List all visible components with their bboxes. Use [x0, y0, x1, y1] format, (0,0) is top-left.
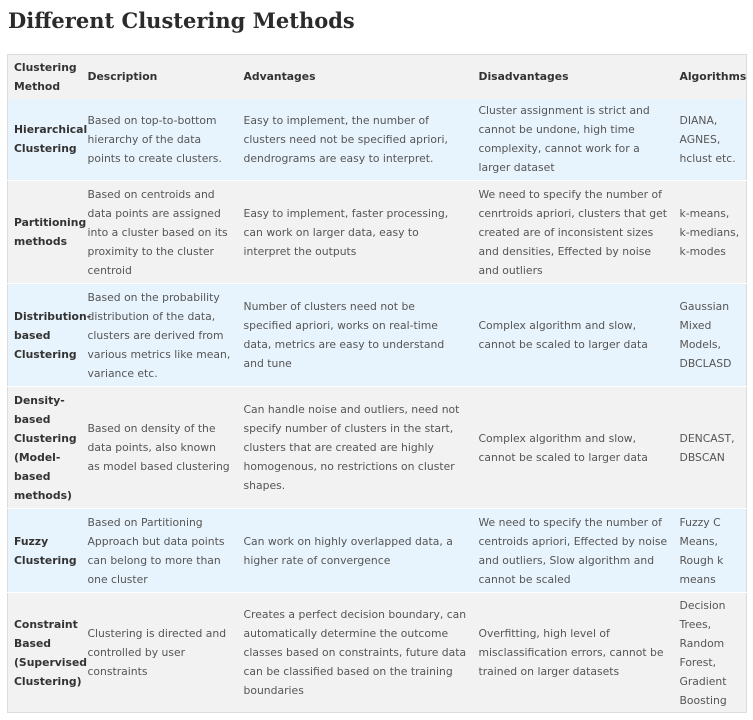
- table-row: [8, 99, 747, 181]
- cell-method: Constraint Based (Supervised Clustering): [8, 593, 82, 713]
- table-row: [8, 593, 747, 713]
- cell-description: Based on the probability distribution of the data, clusters are derived from various metrics like mean, variance etc.: [82, 284, 238, 387]
- cell-advantages: Can work on highly overlapped data, a higher rate of convergence: [238, 509, 473, 593]
- cell-method: Distribution-based Clustering: [8, 284, 82, 387]
- cell-algorithms: Decision Trees, Random Forest, Gradient Boosting: [674, 593, 747, 713]
- cell-disadvantages: Cluster assignment is strict and cannot be undone, high time complexity, cannot work for a larger dataset: [473, 99, 674, 181]
- cell-disadvantages: Complex algorithm and slow, cannot be scaled to larger data: [473, 284, 674, 387]
- table-row: [8, 509, 747, 593]
- clustering-methods-table: [7, 54, 747, 713]
- cell-advantages: Can handle noise and outliers, need not specify number of clusters in the start, clusters that are created are highly homogenous, no restrictions on cluster shapes.: [238, 387, 473, 509]
- table-row: [8, 284, 747, 387]
- cell-algorithms: Gaussian Mixed Models, DBCLASD: [674, 284, 747, 387]
- table-row: [8, 181, 747, 284]
- cell-description: Based on top-to-bottom hierarchy of the data points to create clusters.: [82, 99, 238, 181]
- cell-description: Based on centroids and data points are assigned into a cluster based on its proximity to the cluster centroid: [82, 181, 238, 284]
- cell-disadvantages: Overfitting, high level of misclassification errors, cannot be trained on larger datasets: [473, 593, 674, 713]
- header-description: Description: [82, 55, 238, 99]
- cell-algorithms: DIANA, AGNES, hclust etc.: [674, 99, 747, 181]
- table-row: [8, 387, 747, 509]
- cell-advantages: Easy to implement, faster processing, can work on larger data, easy to interpret the outputs: [238, 181, 473, 284]
- cell-method: Fuzzy Clustering: [8, 509, 82, 593]
- page-title: Different Clustering Methods: [8, 8, 355, 33]
- cell-disadvantages: Complex algorithm and slow, cannot be scaled to larger data: [473, 387, 674, 509]
- cell-disadvantages: We need to specify the number of centroids apriori, Effected by noise and outliers, Slow algorithm and cannot be scaled: [473, 509, 674, 593]
- cell-algorithms: Fuzzy C Means, Rough k means: [674, 509, 747, 593]
- cell-advantages: Creates a perfect decision boundary, can automatically determine the outcome classes based on constraints, future data can be classified based on the training boundaries: [238, 593, 473, 713]
- header-clustering-method: Clustering Method: [8, 55, 82, 99]
- cell-advantages: Number of clusters need not be specified apriori, works on real-time data, metrics are easy to understand and tune: [238, 284, 473, 387]
- cell-description: Based on Partitioning Approach but data points can belong to more than one cluster: [82, 509, 238, 593]
- cell-method: Density-based Clustering (Model-based methods): [8, 387, 82, 509]
- cell-disadvantages: We need to specify the number of cenrtroids apriori, clusters that get created are of inconsistent sizes and densities, Effected by noise and outliers: [473, 181, 674, 284]
- cell-description: Based on density of the data points, also known as model based clustering: [82, 387, 238, 509]
- cell-method: Hierarchical Clustering: [8, 99, 82, 181]
- header-advantages: Advantages: [238, 55, 473, 99]
- cell-method: Partitioning methods: [8, 181, 82, 284]
- cell-algorithms: DENCAST, DBSCAN: [674, 387, 747, 509]
- cell-algorithms: k-means, k-medians, k-modes: [674, 181, 747, 284]
- header-disadvantages: Disadvantages: [473, 55, 674, 99]
- cell-description: Clustering is directed and controlled by user constraints: [82, 593, 238, 713]
- header-algorithms: Algorithms: [674, 55, 747, 99]
- cell-advantages: Easy to implement, the number of clusters need not be specified apriori, dendrograms are easy to interpret.: [238, 99, 473, 181]
